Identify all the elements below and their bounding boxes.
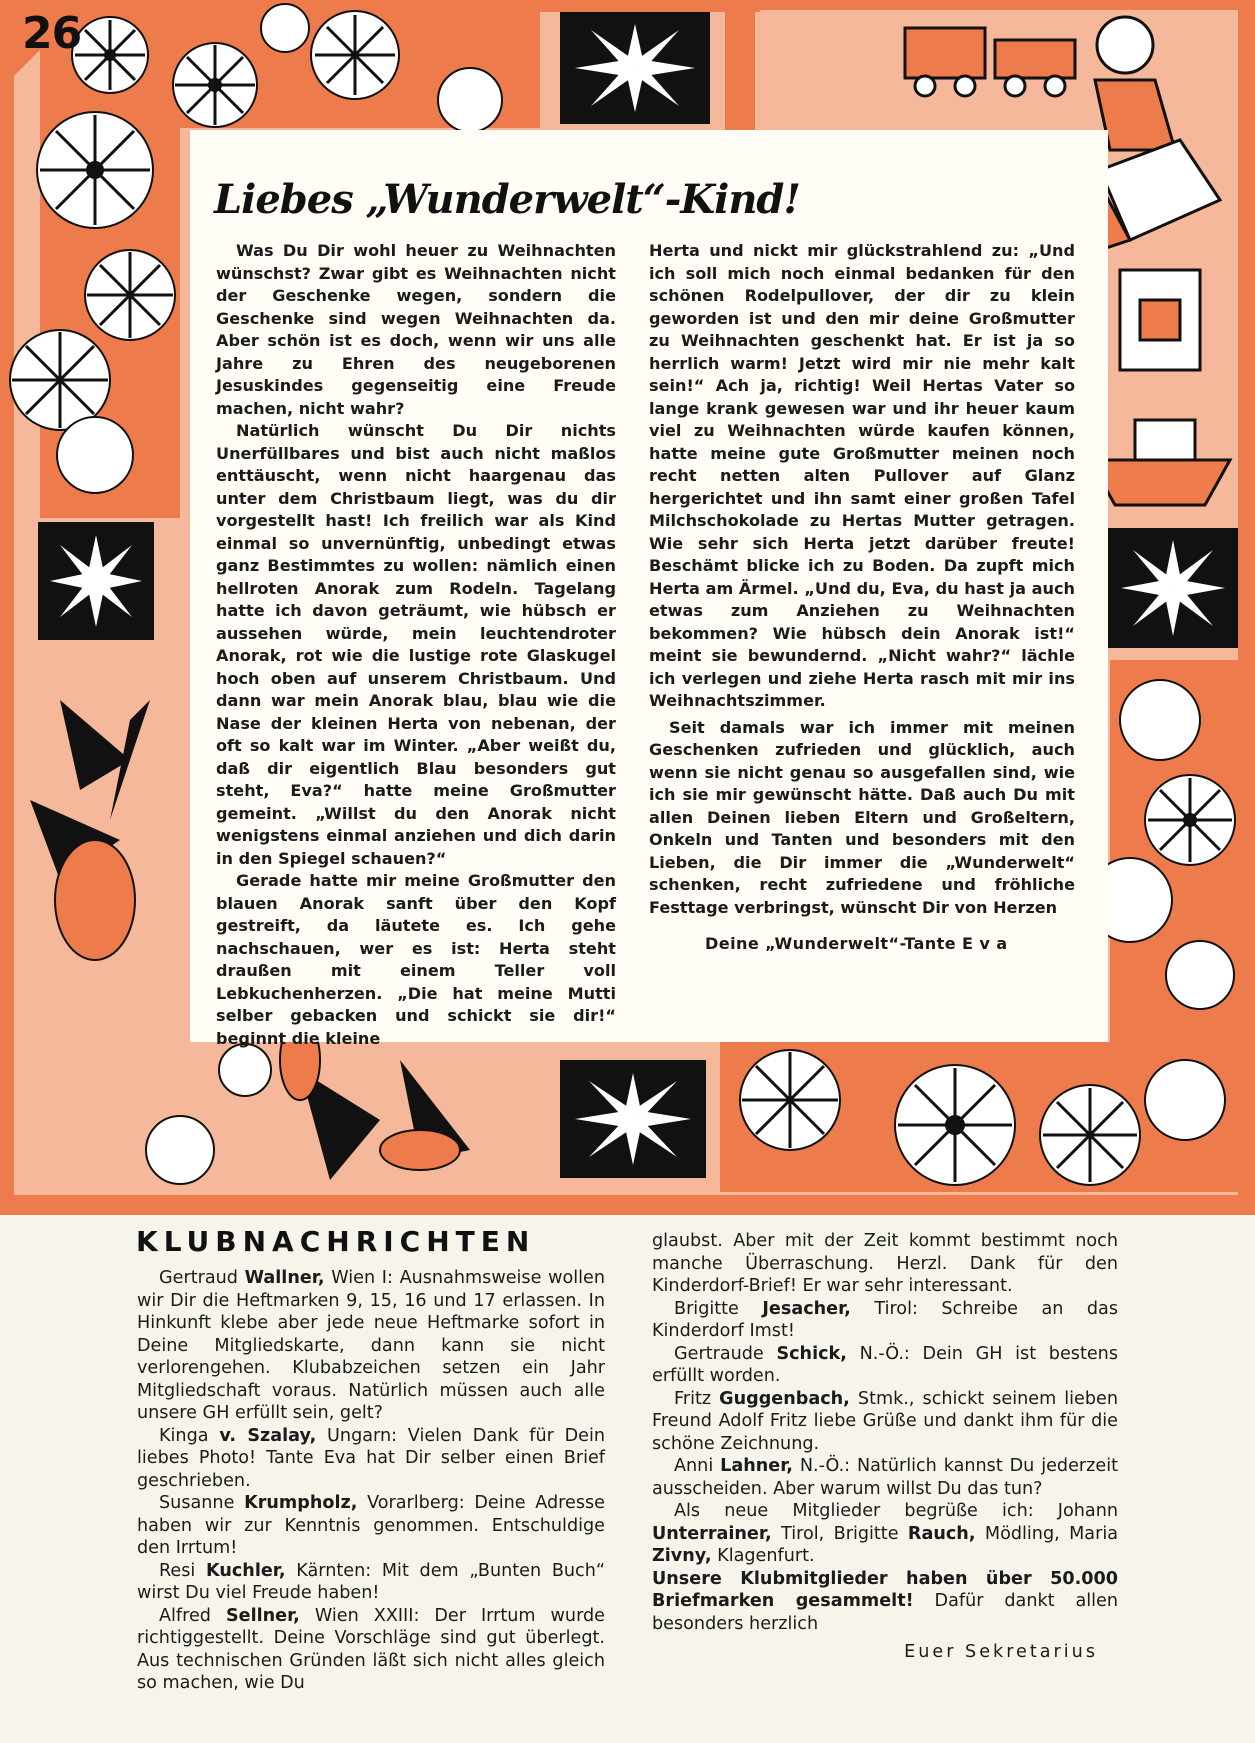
club-entry: Anni Lahner, N.-Ö.: Natürlich kannst Du jederzeit ausscheiden. Aber warum willst Du das tun? [652, 1456, 1118, 1499]
club-entry: Brigitte Jesacher, Tirol: Schreibe an das Kinderdorf Imst! [652, 1298, 1118, 1341]
club-closing: Euer Sekretarius [904, 1642, 1098, 1662]
letter-signature: Deine „Wunderwelt“-Tante E v a [705, 934, 1008, 953]
letter-column-left [216, 240, 616, 1050]
page-number: 26 [22, 8, 82, 59]
club-column-right [652, 1230, 1118, 1664]
letter-column-right [649, 240, 1075, 956]
letter-paragraph: Seit damals war ich immer mit meinen Geschenken zufrieden und glücklich, auch wenn sie nicht genau so ausgefallen sind, wie ich sie mir gewünscht hätte. Daß auch Du mit allen Deinen lieben Eltern und Großeltern, Onkeln und Tanten und besonders mit den Lieben, die Dir immer die „Wunderwelt“ schenken, recht zufriedene und fröhliche Festtage verbringst, wünscht Dir von Herzen [649, 717, 1075, 917]
new-members: Als neue Mitglieder begrüße ich: Johann Unterrainer, Tirol, Brigitte Rauch, Mödling, Maria Zivny, Klagenfurt. [652, 1501, 1118, 1566]
club-entry: Kinga v. Szalay, Ungarn: Vielen Dank für Dein liebes Photo! Tante Eva hat Dir selber einen Brief geschrieben. [137, 1425, 606, 1491]
club-entry: Alfred Sellner, Wien XXIII: Der Irrtum wurde richtiggestellt. Deine Vorschläge sind gut überlegt. Aus technischen Gründen läßt sich nicht alles gleich so machen, wie Du [137, 1605, 605, 1693]
blocks [1120, 270, 1200, 370]
club-entry: Gertraude Schick, N.-Ö.: Dein GH ist bestens erfüllt worden. [652, 1343, 1118, 1386]
letter-paragraph: Gerade hatte mir meine Großmutter den blauen Anorak sanft über den Kopf gestreift, da läutete es. Ich gehe nachschauen, wer es ist: Herta steht draußen mit einem Teller voll Lebkuchenherzen. „Die hat meine Mutti selber gebacken und schickt sie dir!“ beginnt die kleine [216, 871, 616, 1048]
section-divider [0, 1200, 1255, 1210]
star-box-right [1108, 528, 1238, 648]
club-news-section [0, 1215, 1255, 1743]
club-column-left [137, 1267, 605, 1695]
letter-paragraph: Herta und nickt mir glückstrahlend zu: „Und ich soll mich noch einmal bedanken für den schönen Rodelpullover, der dir zu klein geworden ist und den mir deine Großmutter zu Weihnachten geschenkt hat. Er ist ja so herrlich warm! Jetzt wird mir nie mehr kalt sein!“ Ach ja, richtig! Weil Hertas Vater so lange krank gewesen war und ihr heuer kaum viel zu Weihnachten würde kaufen können, hatte meine gute Großmutter meinen noch recht netten alten Pullover auf Glanz hergerichtet und ihn samt einer großen Tafel Milchschokolade zu Hertas Mutter getragen. Wie sehr sich Herta jetzt darüber freute! Beschämt blicke ich zu Boden. Da zupft mich Herta am Ärmel. „Und du, Eva, du hast ja auch etwas zum Anziehen zu Weihnachten bekommen? Wie hübsch dein Anorak ist!“ meint sie bewundernd. „Nicht wahr?“ lächle ich verlegen und ziehe Herta rasch mit mir ins Weihnachtszimmer. [649, 241, 1075, 710]
letter-paragraph: Was Du Dir wohl heuer zu Weihnachten wünschst? Zwar gibt es Weihnachten nicht der Geschenke wegen, sondern die Geschenke sind wegen Weihnachten da. Aber schön ist es doch, wenn wir uns alle Jahre zu Ehren des neugeborenen Jesuskindes gegenseitig eine Freude machen, nicht wahr? [216, 241, 616, 418]
club-entry: Gertraud Wallner, Wien I: Ausnahmsweise wollen wir Dir die Heftmarken 9, 15, 16 und 17 erlassen. In Hinkunft klebe aber jede neue Heftmarke sofort in Deine Mitgliedskarte, dann kann sie nicht verlorengehen. Klubabzeichen setzen ein Jahr Mitgliedschaft voraus. Natürlich müssen auch alle unsere GH erfüllt sein, gelt? [137, 1268, 605, 1423]
stamps-note: Unsere Klubmitglieder haben über 50.000 Briefmarken gesammelt! Dafür dankt allen besonders herzlich [652, 1568, 1118, 1634]
star-box-bottom [560, 1060, 706, 1178]
letter-title: Liebes „Wunderwelt“-Kind! [214, 176, 800, 223]
club-entry: Resi Kuchler, Kärnten: Mit dem „Bunten Buch“ wirst Du viel Freude haben! [137, 1560, 605, 1603]
letter-panel [190, 130, 1108, 1048]
club-entry: Susanne Krumpholz, Vorarlberg: Deine Adresse haben wir zur Kenntnis genommen. Entschuldige den Irrtum! [137, 1493, 605, 1558]
star-box-left [38, 522, 154, 640]
club-entry: Fritz Guggenbach, Stmk., schickt seinem lieben Freund Adolf Fritz liebe Grüße und dankt ihm für die schöne Zeichnung. [652, 1388, 1118, 1454]
star-box-top [560, 12, 710, 124]
letter-paragraph: Natürlich wünscht Du Dir nichts Unerfüllbares und bist auch nicht maßlos enttäuscht, wenn nicht haargenau das unter dem Christbaum liegt, was du dir vorgestellt hast! Ich freilich war als Kind einmal so unvernünftig, unbedingt etwas ganz Bestimmtes zu wollen: nämlich einen hellroten Anorak zum Rodeln. Tagelang hatte ich davon geträumt, wie hübsch er aussehen würde, mein leuchtendroter Anorak, rot wie die lustige rote Glaskugel hoch oben auf unserem Christbaum. Und dann war mein Anorak blau, blau wie die Nase der kleinen Herta von nebenan, der oft so kalt war im Winter. „Aber weißt du, daß dir eigentlich Blau besonders gut steht, Eva?“ hatte meine Großmutter gemeint. „Willst du den Anorak nicht wenigstens einmal anziehen und dich darin in den Spiegel schauen?“ [216, 421, 616, 868]
club-heading: KLUBNACHRICHTEN [136, 1225, 536, 1258]
club-entry-continued: glaubst. Aber mit der Zeit kommt bestimmt noch manche Überraschung. Herzl. Dank für den Kinderdorf-Brief! Er war sehr interessant. [652, 1231, 1118, 1296]
